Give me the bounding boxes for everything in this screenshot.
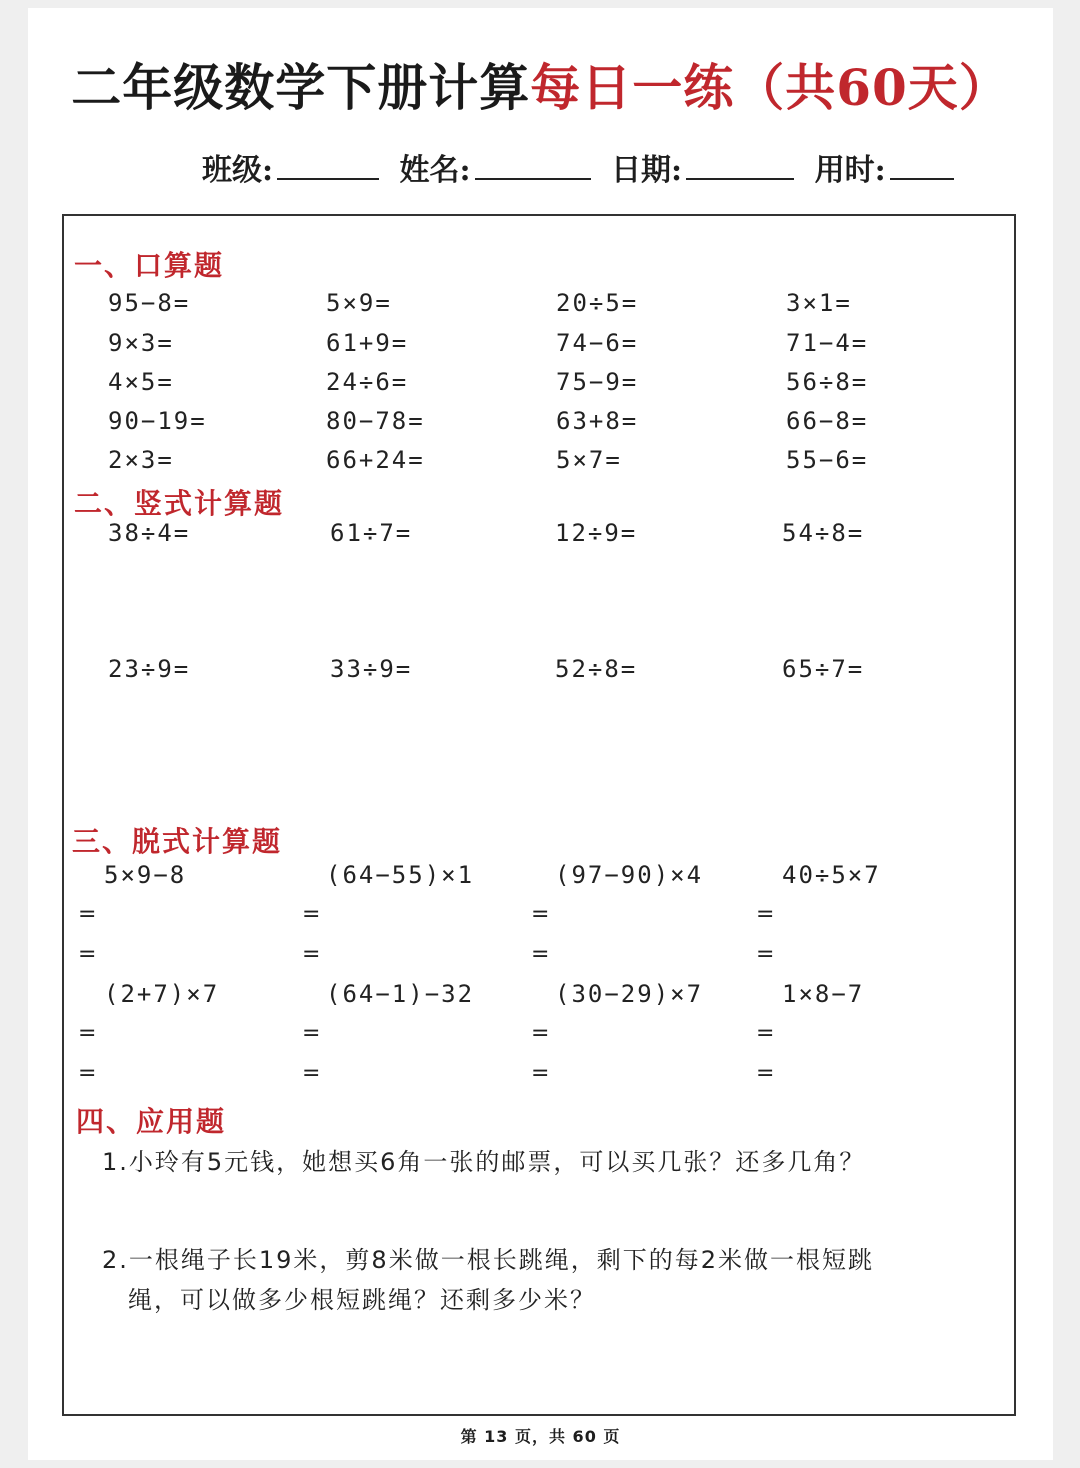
stepwise-problem: (2+7)×7 xyxy=(104,980,220,1008)
oral-problem: 74−6= xyxy=(556,329,639,357)
info-class-label: 班级: xyxy=(202,153,274,188)
word-problem-2-line-1: 2.一根绳子长19米，剪8米做一根长跳绳，剩下的每2米做一根短跳 xyxy=(102,1246,874,1274)
oral-problem: 75−9= xyxy=(556,368,639,396)
class-blank[interactable] xyxy=(277,148,379,180)
info-name-label: 姓名: xyxy=(399,153,471,188)
section-heading-vertical: 二、竖式计算题 xyxy=(74,487,285,520)
worksheet-page xyxy=(28,8,1053,1460)
vertical-problem: 61÷7= xyxy=(330,519,413,547)
info-date-label: 日期: xyxy=(611,153,683,188)
section-heading-word: 四、应用题 xyxy=(76,1105,227,1138)
stepwise-problem: 40÷5×7 xyxy=(782,861,881,889)
vertical-problem: 12÷9= xyxy=(555,519,638,547)
oral-problem: 2×3= xyxy=(108,446,174,474)
oral-problem: 61+9= xyxy=(326,329,409,357)
title-main: 二年级数学下册计算 xyxy=(71,58,531,117)
equals-sign: = xyxy=(78,942,97,967)
oral-problem: 56÷8= xyxy=(786,368,869,396)
stepwise-problem: (64−55)×1 xyxy=(326,861,475,889)
equals-sign: = xyxy=(302,902,321,927)
vertical-problem: 33÷9= xyxy=(330,655,413,683)
oral-problem: 66+24= xyxy=(326,446,425,474)
oral-problem: 5×9= xyxy=(326,289,392,317)
equals-sign: = xyxy=(756,1061,775,1086)
oral-problem: 9×3= xyxy=(108,329,174,357)
oral-problem: 5×7= xyxy=(556,446,622,474)
name-blank[interactable] xyxy=(475,148,591,180)
oral-problem: 95−8= xyxy=(108,289,191,317)
equals-sign: = xyxy=(756,902,775,927)
vertical-problem: 52÷8= xyxy=(555,655,638,683)
equals-sign: = xyxy=(302,1021,321,1046)
section-heading-stepwise: 三、脱式计算题 xyxy=(72,825,283,858)
vertical-problem: 65÷7= xyxy=(782,655,865,683)
word-problem-1-line-1: 1.小玲有5元钱，她想买6角一张的邮票，可以买几张？还多几角？ xyxy=(102,1148,866,1176)
title-highlight: 每日一练（共60天） xyxy=(530,58,1010,117)
equals-sign: = xyxy=(78,1021,97,1046)
oral-problem: 3×1= xyxy=(786,289,852,317)
stepwise-problem: (97−90)×4 xyxy=(555,861,704,889)
vertical-problem: 23÷9= xyxy=(108,655,191,683)
equals-sign: = xyxy=(531,1021,550,1046)
oral-problem: 90−19= xyxy=(108,407,207,435)
stepwise-problem: (30−29)×7 xyxy=(555,980,704,1008)
stepwise-problem: 5×9−8 xyxy=(104,861,187,889)
time-blank[interactable] xyxy=(890,148,954,180)
oral-problem: 80−78= xyxy=(326,407,425,435)
oral-problem: 66−8= xyxy=(786,407,869,435)
page-title xyxy=(28,56,1053,120)
equals-sign: = xyxy=(756,942,775,967)
section-heading-oral: 一、口算题 xyxy=(74,249,225,282)
oral-problem: 71−4= xyxy=(786,329,869,357)
info-time-label: 用时: xyxy=(814,153,886,188)
student-info-line xyxy=(202,148,964,191)
info-name xyxy=(400,148,591,191)
page-footer: 第 13 页，共 60 页 xyxy=(460,1427,621,1446)
word-problem-2-line-2: 绳，可以做多少根短跳绳？还剩多少米？ xyxy=(128,1286,596,1314)
date-blank[interactable] xyxy=(686,148,794,180)
info-time xyxy=(815,148,954,191)
oral-problem: 4×5= xyxy=(108,368,174,396)
stepwise-problem: 1×8−7 xyxy=(782,980,865,1008)
info-class xyxy=(202,148,379,191)
stepwise-problem: (64−1)−32 xyxy=(326,980,475,1008)
info-date xyxy=(611,148,794,191)
vertical-problem: 54÷8= xyxy=(782,519,865,547)
equals-sign: = xyxy=(302,1061,321,1086)
oral-problem: 24÷6= xyxy=(326,368,409,396)
equals-sign: = xyxy=(78,902,97,927)
exercise-box xyxy=(62,214,1016,1416)
equals-sign: = xyxy=(531,942,550,967)
equals-sign: = xyxy=(302,942,321,967)
equals-sign: = xyxy=(756,1021,775,1046)
vertical-problem: 38÷4= xyxy=(108,519,191,547)
oral-problem: 20÷5= xyxy=(556,289,639,317)
equals-sign: = xyxy=(531,1061,550,1086)
oral-problem: 63+8= xyxy=(556,407,639,435)
equals-sign: = xyxy=(78,1061,97,1086)
oral-problem: 55−6= xyxy=(786,446,869,474)
equals-sign: = xyxy=(531,902,550,927)
